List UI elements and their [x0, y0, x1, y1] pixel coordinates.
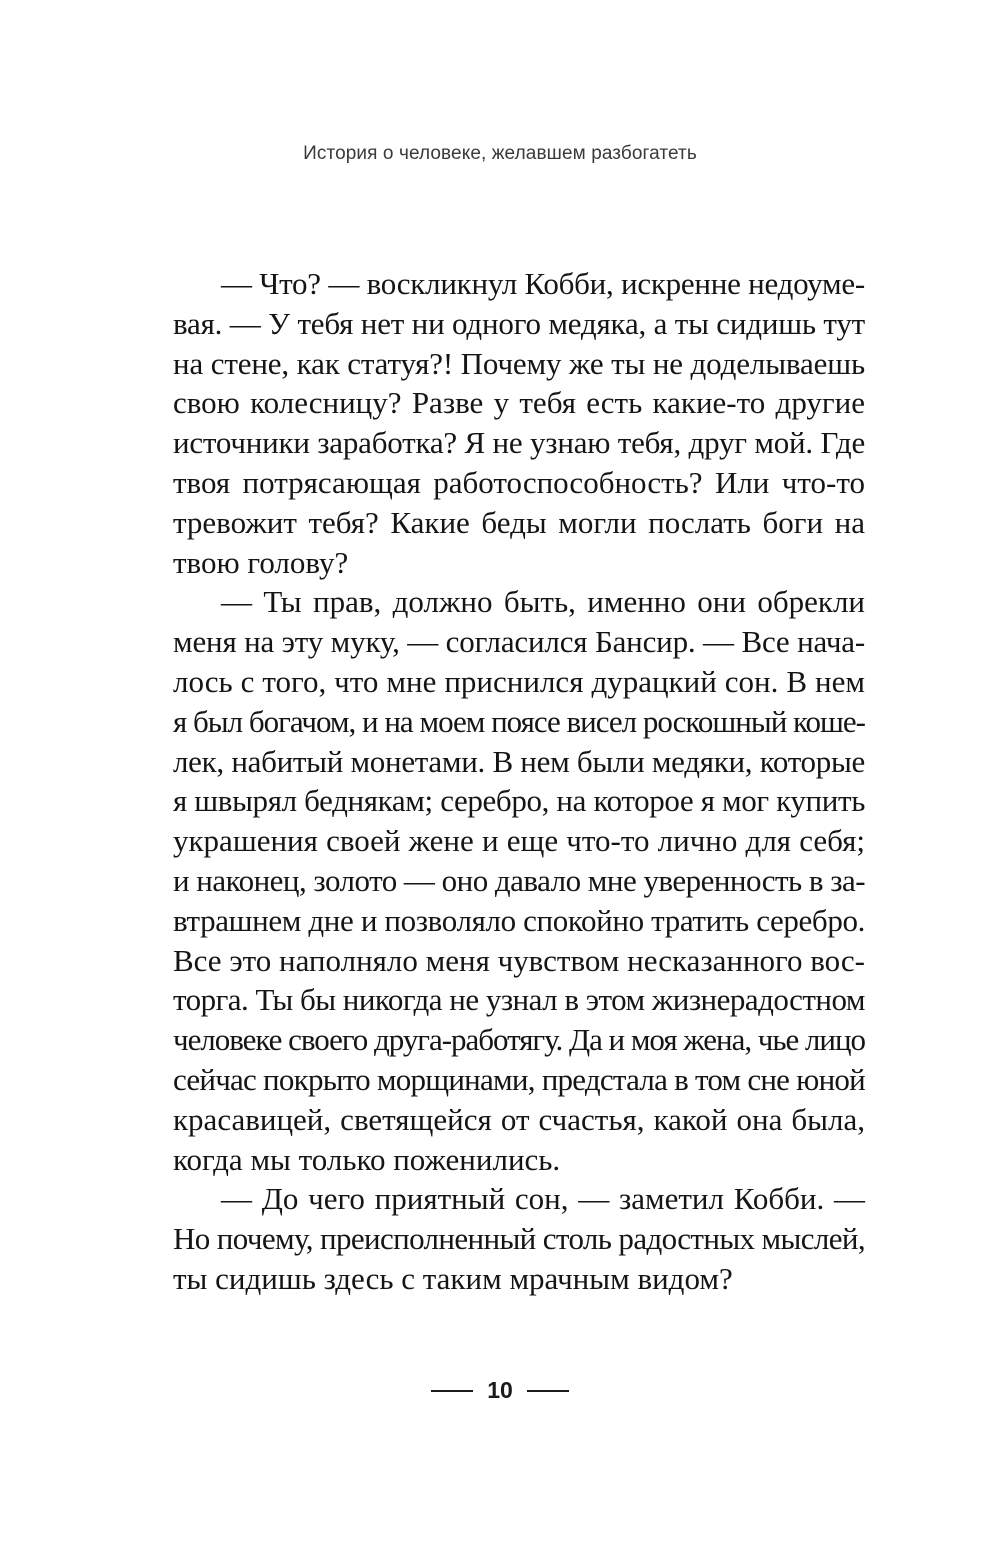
text-line: торга. Ты бы никогда не узнал в этом жизнерадостном [173, 982, 865, 1018]
text-line: Но почему, преисполненный столь радостных мыслей, [173, 1221, 865, 1257]
page-folio [0, 1377, 1000, 1404]
running-header: История о человеке, желавшем разбогатеть [303, 143, 697, 164]
text-line: я швырял беднякам; серебро, на которое я мог купить [173, 783, 865, 819]
text-line: тревожит тебя? Какие беды могли послать боги на [173, 504, 865, 540]
text-line: вая. — У тебя нет ни одного медяка, а ты сидишь тут [173, 305, 865, 341]
text-line: когда мы только поженились. [173, 1141, 561, 1177]
text-line: ты сидишь здесь с таким мрачным видом? [173, 1260, 733, 1296]
body-text [173, 264, 865, 1299]
text-line: втрашнем дне и позволяло спокойно тратить серебро. [173, 902, 865, 938]
text-line: — Что? — воскликнул Кобби, искренне недоуме- [221, 266, 865, 301]
text-line: лось с того, что мне приснился дурацкий сон. В нем [173, 663, 865, 699]
folio-rule-left [431, 1390, 473, 1392]
text-line: источники заработка? Я не узнаю тебя, друг мой. Где [173, 425, 865, 461]
text-line: — Ты прав, должно быть, именно они обрекли [221, 584, 865, 620]
text-line: твоя потрясающая работоспособность? Или что-то [173, 464, 865, 500]
text-line: сейчас покрыто морщинами, предстала в том сне юной [173, 1061, 865, 1097]
text-line: украшения своей жене и еще что-то лично для себя; [173, 823, 865, 859]
text-line: красавицей, светящейся от счастья, какой она была, [173, 1101, 865, 1137]
text-line: меня на эту муку, — согласился Бансир. — Все нача- [173, 624, 865, 660]
text-line: человеке своего друга-работягу. Да и моя жена, чье лицо [173, 1022, 865, 1058]
text-line: лек, набитый монетами. В нем были медяки, которые [173, 743, 865, 779]
text-line: — До чего приятный сон, — заметил Кобби. — [221, 1181, 865, 1217]
text-line: твою голову? [173, 544, 349, 580]
page-number: 10 [487, 1377, 513, 1403]
folio-rule-right [527, 1390, 569, 1392]
text-line: Все это наполняло меня чувством несказанного вос- [173, 942, 865, 978]
text-line: я был богачом, и на моем поясе висел роскошный коше- [173, 703, 865, 739]
text-line: свою колесницу? Разве у тебя есть какие-то другие [173, 385, 865, 421]
text-line: на стене, как статуя?! Почему же ты не доделываешь [173, 345, 865, 381]
text-line: и наконец, золото — оно давало мне уверенность в за- [173, 862, 865, 898]
